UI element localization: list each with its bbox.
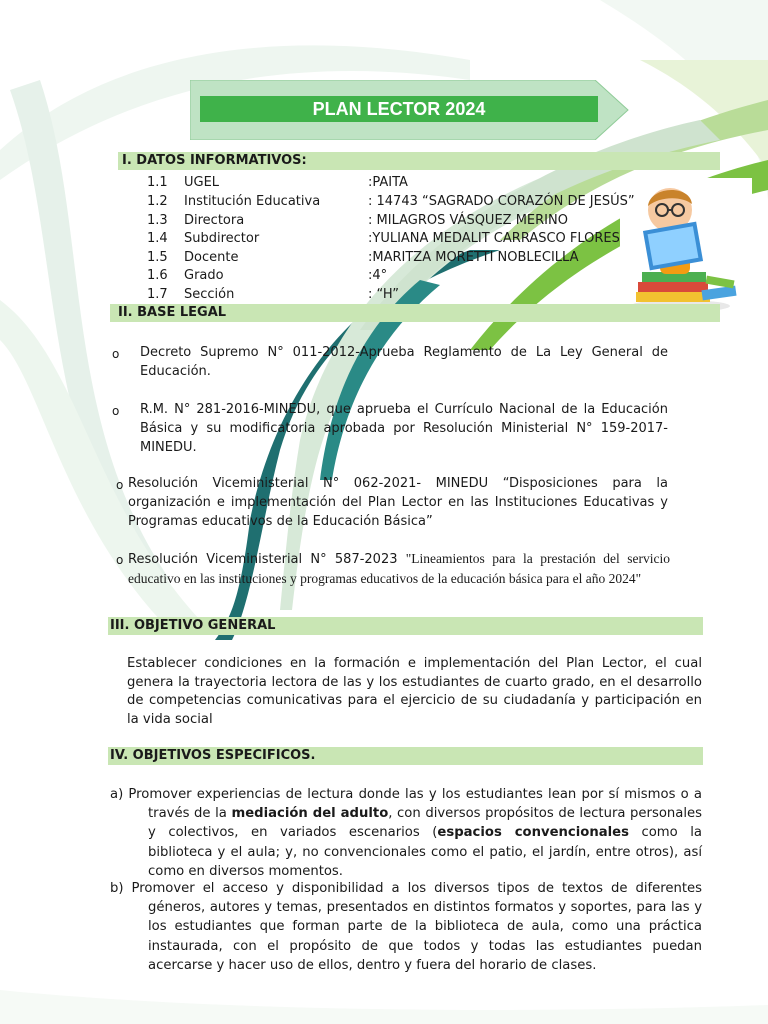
objetivo-especifico-a bbox=[110, 785, 702, 881]
legal-text: Resolución Viceministerial N° 062-2021- MINEDU “Disposiciones para la organización e implementación del Plan Lector en las Instituciones Educativas y Programas educativos de la Educación Básica” bbox=[128, 476, 668, 529]
legal-text: Decreto Supremo N° 011-2012-Aprueba Reglamento de La Ley General de Educación. bbox=[140, 345, 668, 379]
bullet-marker: o bbox=[112, 404, 120, 418]
bullet-marker: o bbox=[116, 478, 124, 492]
bullet-marker: o bbox=[116, 553, 124, 567]
section-datos-informativos bbox=[118, 152, 720, 170]
info-number: 1.4 bbox=[147, 231, 168, 246]
info-value: :YULIANA MEDALIT CARRASCO FLORES bbox=[368, 231, 620, 246]
objetivo-especifico-b bbox=[110, 879, 702, 975]
legal-text bbox=[128, 549, 670, 589]
section-base-legal bbox=[110, 304, 720, 322]
info-value: :PAITA bbox=[368, 175, 408, 190]
info-label: Grado bbox=[184, 268, 224, 283]
info-label: Docente bbox=[184, 250, 239, 265]
section-title: III. OBJETIVO GENERAL bbox=[110, 618, 276, 633]
legal-text: R.M. N° 281-2016-MINEDU, que aprueba el Currículo Nacional de la Educación Básica y su modificatoria aprobada por Resolución Ministerial N° 159-2017-MINEDU. bbox=[140, 402, 668, 455]
info-number: 1.6 bbox=[147, 268, 168, 283]
child-reading-illustration bbox=[620, 178, 752, 320]
info-value: : MILAGROS VÁSQUEZ MERINO bbox=[368, 213, 568, 228]
bullet-marker: o bbox=[112, 347, 120, 361]
section-title: II. BASE LEGAL bbox=[118, 305, 227, 320]
info-number: 1.2 bbox=[147, 194, 168, 209]
objetivo-a-part2: , con diversos propósitos de lectura personales y colectivos, en variados escenarios ( bbox=[148, 806, 702, 841]
title-banner bbox=[190, 80, 630, 140]
info-value: :4° bbox=[368, 268, 388, 283]
info-label: UGEL bbox=[184, 175, 220, 190]
info-label: Directora bbox=[184, 213, 245, 228]
legal-item bbox=[116, 549, 670, 589]
section-objetivo-general bbox=[108, 617, 703, 635]
page-title: PLAN LECTOR 2024 bbox=[200, 96, 598, 122]
objetivo-general-paragraph bbox=[119, 655, 702, 729]
objetivo-a-bold2: espacios convencionales bbox=[437, 825, 629, 841]
info-label: Institución Educativa bbox=[184, 194, 321, 209]
section-objetivos-especificos bbox=[108, 747, 703, 765]
objetivo-a-part3: como la biblioteca y el aula; y, no convencionales como el patio, el jardín, entre otros), así como en diversos momentos. bbox=[148, 825, 702, 879]
legal-item bbox=[112, 400, 668, 457]
section-title: IV. OBJETIVOS ESPECIFICOS. bbox=[110, 748, 316, 763]
info-number: 1.5 bbox=[147, 250, 168, 265]
info-label: Sección bbox=[184, 287, 235, 302]
objetivo-general-text: Establecer condiciones en la formación e implementación del Plan Lector, el cual genera la trayectoria lectora de las y los estudiantes de cuarto grado, en el desarrollo de competencias comunicativas para el ejercicio de su ciudadanía y participación en la vida social bbox=[127, 656, 702, 727]
objetivo-b-text: b) Promover el acceso y disponibilidad a los diversos tipos de textos de diferentes géneros, autores y temas, presentados en distintos formatos y soportes, para las y los estudiantes que forman parte de la biblioteca de aula, como una práctica instaurada, con el propósito de que todos y todas las estudiantes puedan acercarse y hacer uso de ellos, dentro y fuera del horario de clases. bbox=[110, 881, 702, 973]
objetivo-a-bold1: mediación del adulto bbox=[231, 806, 389, 822]
info-value: :MARITZA MORETTI NOBLECILLA bbox=[368, 250, 579, 265]
section-title: I. DATOS INFORMATIVOS: bbox=[122, 153, 307, 168]
info-number: 1.7 bbox=[147, 287, 168, 302]
info-number: 1.3 bbox=[147, 213, 168, 228]
info-number: 1.1 bbox=[147, 175, 168, 190]
legal-item bbox=[112, 343, 668, 381]
info-label: Subdirector bbox=[184, 231, 260, 246]
legal-item bbox=[116, 474, 668, 531]
info-value: : 14743 “SAGRADO CORAZÓN DE JESÚS” bbox=[368, 194, 635, 209]
legal-text-title: Resolución Viceministerial N° 587-2023 bbox=[128, 552, 406, 567]
objetivo-a-part1: a) Promover experiencias de lectura donde las y los estudiantes lean por sí mismos o a través de la bbox=[110, 787, 702, 822]
legal-text-quote: "Lineamientos para la prestación del servicio educativo en las instituciones y programas educativos de la educación básica para el año 2024" bbox=[128, 551, 670, 586]
info-value: : “H” bbox=[368, 287, 399, 302]
